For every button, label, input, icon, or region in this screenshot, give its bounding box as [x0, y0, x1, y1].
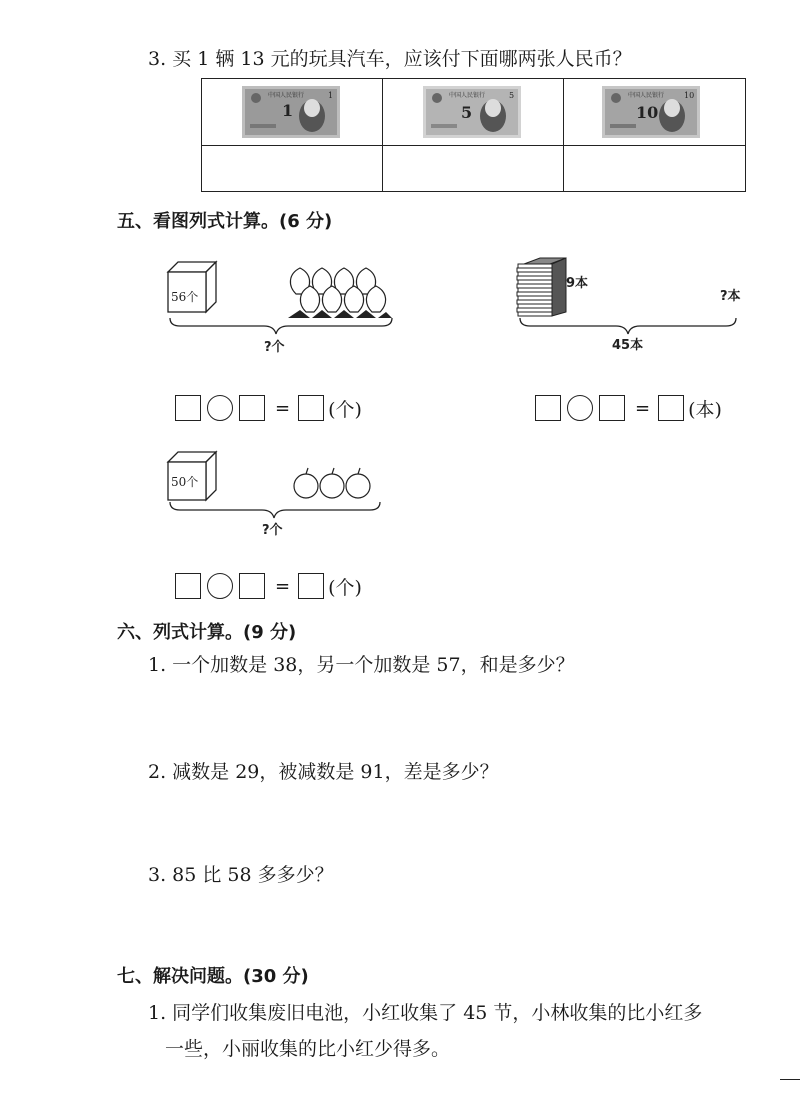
book-stack-icon	[517, 258, 566, 316]
answer-box[interactable]	[175, 573, 201, 599]
brace	[170, 502, 380, 518]
unit-label: (个)	[328, 576, 362, 599]
unit-label: (本)	[688, 398, 722, 421]
answer-row	[202, 146, 745, 191]
answer-box[interactable]	[175, 395, 201, 421]
equation-1	[175, 393, 362, 423]
page-edge-dash	[780, 1079, 800, 1080]
equals-sign: =	[275, 575, 291, 597]
operator-circle[interactable]	[207, 573, 233, 599]
svg-text:中国人民银行: 中国人民银行	[449, 92, 486, 99]
operator-circle[interactable]	[567, 395, 593, 421]
one-yuan-banknote-image	[242, 86, 340, 138]
problem3-box-label: 50个	[171, 475, 199, 489]
problem1-total-label: ?个	[264, 340, 285, 355]
problem2-diagram	[510, 256, 750, 356]
section5-title: 五、看图列式计算。(6 分)	[117, 211, 333, 232]
answer-box[interactable]	[599, 395, 625, 421]
q3-money-question: 3. 买 1 辆 13 元的玩具汽车，应该付下面哪两张人民币？	[148, 48, 632, 70]
section6-q1: 1. 一个加数是 38，另一个加数是 57，和是多少？	[148, 654, 575, 676]
equation-2	[535, 393, 722, 423]
unit-label: (个)	[328, 398, 362, 421]
problem2-unknown-label: ?本	[720, 289, 741, 304]
svg-text:5: 5	[509, 91, 515, 100]
money-table	[201, 78, 746, 192]
problem2-total-label: 45本	[612, 338, 644, 353]
problem2-known-label: 9本	[566, 276, 589, 291]
peach-icons	[290, 268, 385, 312]
section7-q1-line1: 1. 同学们收集废旧电池，小红收集了 45 节，小林收集的比小红多	[148, 1002, 703, 1024]
section6-q2: 2. 减数是 29，被减数是 91，差是多少？	[148, 761, 499, 783]
svg-text:1: 1	[328, 91, 334, 100]
section6-q3: 3. 85 比 58 多多少？	[148, 864, 334, 886]
svg-text:1: 1	[282, 101, 294, 120]
apple-icons	[294, 468, 370, 498]
section7-q1-line2: 一些，小丽收集的比小红少得多。	[165, 1038, 451, 1060]
equation-3	[175, 571, 362, 601]
svg-text:10: 10	[684, 91, 695, 100]
answer-cell-1[interactable]	[202, 146, 382, 191]
result-box[interactable]	[658, 395, 684, 421]
equals-sign: =	[275, 397, 291, 419]
answer-cell-2[interactable]	[383, 146, 563, 191]
svg-text:5: 5	[461, 103, 473, 122]
problem3-diagram	[162, 450, 392, 545]
brace	[520, 318, 736, 334]
answer-cell-3[interactable]	[564, 146, 744, 191]
svg-text:10: 10	[636, 103, 659, 122]
brace	[170, 318, 392, 334]
box-icon	[168, 262, 216, 312]
equals-sign: =	[635, 397, 651, 419]
section7-title: 七、解决问题。(30 分)	[117, 966, 309, 987]
result-box[interactable]	[298, 573, 324, 599]
note-country-text: 中国人民银行	[268, 92, 305, 99]
answer-box[interactable]	[239, 573, 265, 599]
answer-box[interactable]	[535, 395, 561, 421]
section6-title: 六、列式计算。(9 分)	[117, 622, 297, 643]
svg-text:中国人民银行: 中国人民银行	[628, 92, 665, 99]
result-box[interactable]	[298, 395, 324, 421]
operator-circle[interactable]	[207, 395, 233, 421]
five-yuan-banknote-image	[423, 86, 521, 138]
ten-yuan-banknote-image	[602, 86, 700, 138]
problem3-total-label: ?个	[262, 523, 283, 538]
problem1-box-label: 56个	[171, 290, 199, 304]
problem1-diagram	[160, 258, 395, 358]
answer-box[interactable]	[239, 395, 265, 421]
